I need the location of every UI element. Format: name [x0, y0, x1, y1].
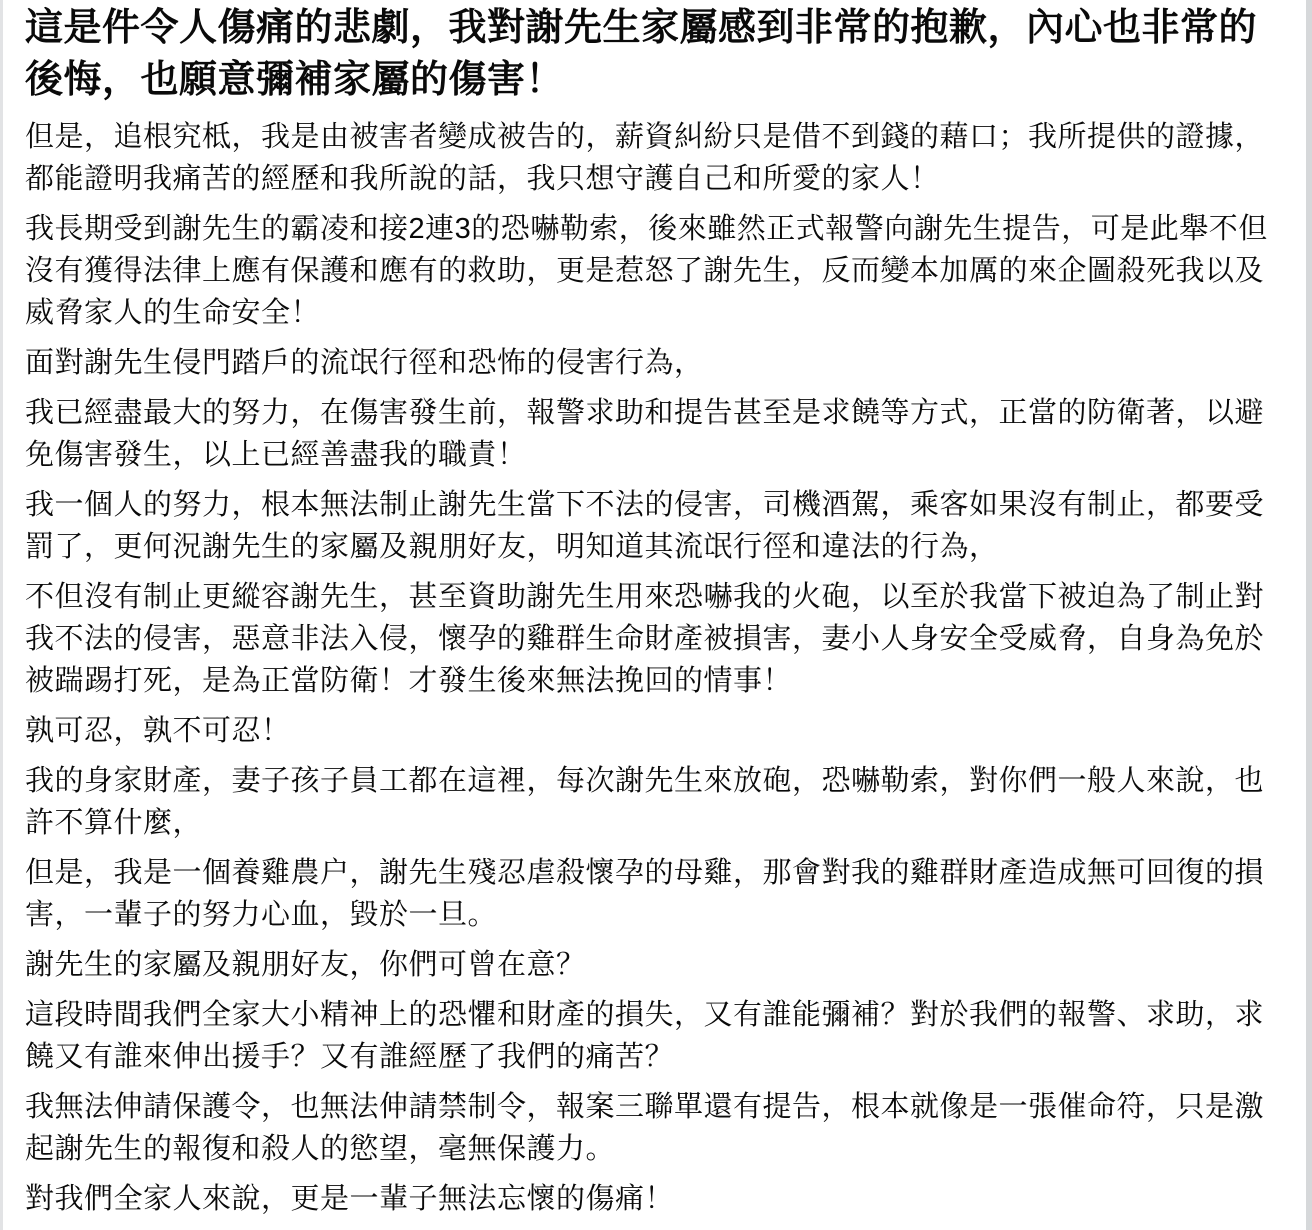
- right-page-edge: [1306, 0, 1312, 1230]
- post-paragraph: 這段時間我們全家大小精神上的恐懼和財產的損失，又有誰能彌補？對於我們的報警、求助，求饒又有誰來伸出援手？又有誰經歷了我們的痛苦？: [25, 999, 1265, 1073]
- post-paragraph: 對我們全家人來說，更是一輩子無法忘懷的傷痛！: [25, 1183, 675, 1215]
- post-paragraph: 我無法伸請保護令，也無法伸請禁制令，報案三聯單還有提告，根本就像是一張催命符，只是激起謝先生的報復和殺人的慾望，毫無保護力。: [25, 1091, 1265, 1165]
- left-page-edge: [0, 0, 3, 1230]
- post-paragraph: 不但沒有制止更縱容謝先生，甚至資助謝先生用來恐嚇我的火砲，以至於我當下被迫為了制止對我不法的侵害，惡意非法入侵，懷孕的雞群生命財產被損害，妻小人身安全受威脅，自身為免於被踹踢打死，是為正當防衛！才發生後來無法挽回的情事！: [25, 581, 1265, 697]
- post-paragraph: 面對謝先生侵門踏戶的流氓行徑和恐怖的侵害行為，: [25, 347, 704, 379]
- post-paragraph: 我長期受到謝先生的霸凌和接2連3的恐嚇勒索，後來雖然正式報警向謝先生提告，可是此舉不但沒有獲得法律上應有保護和應有的救助，更是惹怒了謝先生，反而變本加厲的來企圖殺死我以及威脅家人的生命安全！: [25, 213, 1268, 329]
- post-heading: 這是件令人傷痛的悲劇，我對謝先生家屬感到非常的抱歉，內心也非常的後悔，也願意彌補家屬的傷害！: [25, 7, 1258, 101]
- post-paragraph: 我的身家財產，妻子孩子員工都在這裡，每次謝先生來放砲，恐嚇勒索，對你們一般人來說，也許不算什麼，: [25, 765, 1265, 839]
- post-paragraph: 我一個人的努力，根本無法制止謝先生當下不法的侵害，司機酒駕，乘客如果沒有制止，都要受罰了，更何況謝先生的家屬及親朋好友，明知道其流氓行徑和違法的行為，: [25, 489, 1265, 563]
- post-paragraph: 孰可忍，孰不可忍！: [25, 715, 291, 747]
- post-paragraph: 我已經盡最大的努力，在傷害發生前，報警求助和提告甚至是求饒等方式，正當的防衛著，以避免傷害發生，以上已經善盡我的職責！: [25, 397, 1265, 471]
- post-paragraph: 但是，追根究柢，我是由被害者變成被告的，薪資糾紛只是借不到錢的藉口；我所提供的證據，都能證明我痛苦的經歷和我所說的話，我只想守護自己和所愛的家人！: [25, 121, 1265, 195]
- post-paragraph: 謝先生的家屬及親朋好友，你們可曾在意？: [25, 949, 586, 981]
- post-paragraph: 但是，我是一個養雞農户，謝先生殘忍虐殺懷孕的母雞，那會對我的雞群財產造成無可回復的損害，一輩子的努力心血，毀於一旦。: [25, 857, 1265, 931]
